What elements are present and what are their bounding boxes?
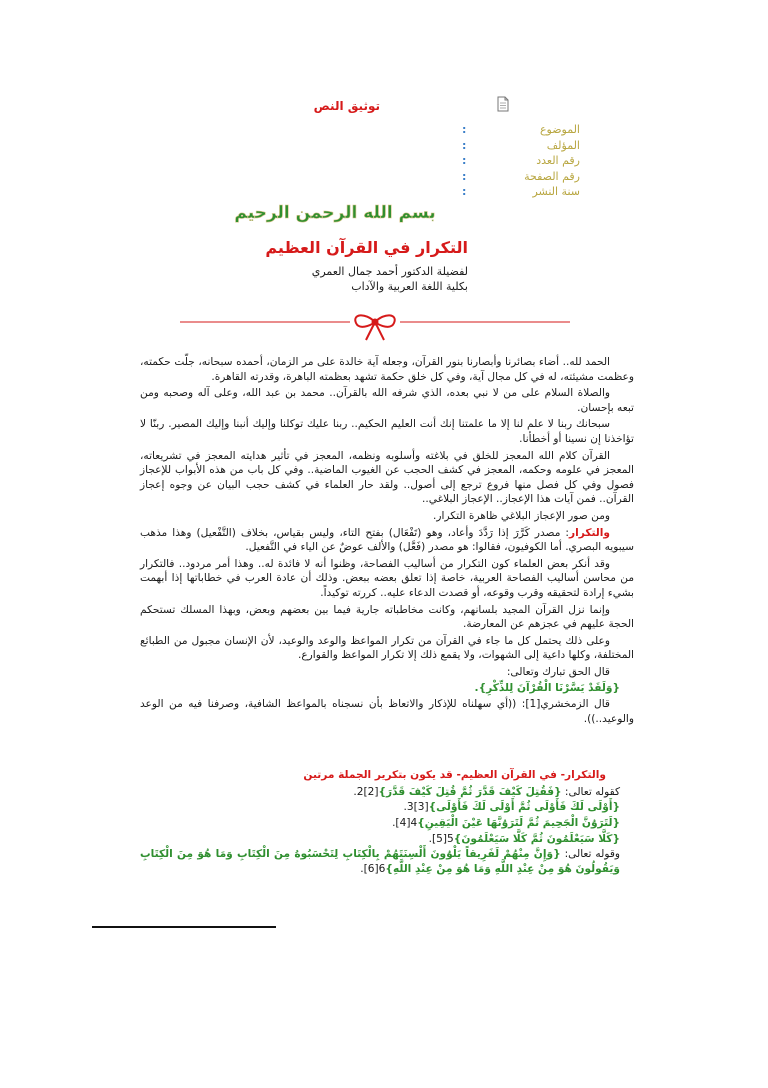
basmala-text: بسم الله الرحمن الرحيم <box>234 203 436 223</box>
footnote-ref[interactable]: [3]3. <box>403 801 429 814</box>
meta-colon: : <box>462 169 467 183</box>
definition-text: : مصدر كَرَّرَ إذا رَدَّدَ وأعاد، وهو (تَفْعَال) بفتح التاء، وليس بقياس، بخلاف (التَّفْعيل) وهذا مذهب سيبويه البصري. أما الكوفيون، فقالوا: هو مصدر (فَعَّل) والألف عوضٌ عن الياء في التَّفعيل. <box>140 526 634 554</box>
meta-label: الموضوع <box>539 123 580 136</box>
quran-verse <box>140 847 634 876</box>
meta-colon: : <box>462 138 467 152</box>
paragraph: ومن صور الإعجاز البلاغي ظاهرة التكرار. <box>433 509 610 522</box>
spacer <box>140 728 634 768</box>
article-body <box>140 355 634 877</box>
author-block <box>252 264 468 294</box>
meta-colon: : <box>462 154 467 167</box>
meta-colon: : <box>462 123 467 136</box>
verse-text: {أَوْلَى لَكَ فَأَوْلَى ثُمَّ أَوْلَى لَكَ فَأَوْلَى} <box>428 801 620 814</box>
meta-colon: : <box>462 185 467 198</box>
footnote-ref[interactable]: 6[6]. <box>360 862 386 875</box>
meta-label: سنة النشر <box>532 185 580 198</box>
term-label: والتكرار <box>569 526 610 539</box>
section-heading: والتكرار- في القرآن العظيم- قد يكون بتكرير الجملة مرتين <box>303 769 606 782</box>
meta-row-subject <box>460 122 580 138</box>
paragraph: وقد أنكر بعض العلماء كون التكرار من أساليب الفصاحة، وظنوا أنه لا فائدة له.. وهذا أمر مردود.. فالتكرار من محاسن أساليب الفصاحة العربية، خاصة إذا تعلق بعضه ببعض. وذلك أن عادة العرب في خطاباتها إذا أبهمت بشيء إرادة لتحقيقه وقرب وقوعه، أو قصدت الدعاء عليه.. كررته توكيداً. <box>140 557 634 599</box>
quran-verse <box>140 785 634 800</box>
footnote-ref[interactable]: 5[5]. <box>428 832 454 845</box>
quran-verse <box>140 816 634 831</box>
meta-row-issue <box>460 153 580 169</box>
basmala-calligraphy <box>234 193 436 229</box>
paragraph: وإنما نزل القرآن المجيد بلسانهم، وكانت مخاطباته جارية فيما بين بعضهم وبعض، وبهذا المسلك تستحكم الحجة عليهم في عجزهم عن المعارضة. <box>140 603 634 631</box>
footnote-ref[interactable]: 4[4]. <box>392 817 418 830</box>
verse-text: {كَلَّا سَيَعْلَمُونَ ثُمَّ كَلَّا سَيَعْلَمُونَ} <box>453 832 620 845</box>
ribbon-bow-icon <box>355 315 394 340</box>
quran-verse <box>140 832 634 847</box>
meta-label: رقم العدد <box>536 154 580 167</box>
metadata-table <box>460 122 580 200</box>
paragraph: الحمد لله.. أضاء بصائرنا وأبصارنا بنور القرآن، وجعله آية خالدة على مر الزمان، أحمده سبحانه، جلّت حكمته، وعظمت مشيئته، له في كل مجال آية، وفي كل خلق حكمة تشهد بعظمته الباهرة، وقدرته القاهرة. <box>140 356 634 383</box>
paragraph: قال الحق تبارك وتعالى: <box>506 665 610 678</box>
author-affiliation: بكلية اللغة العربية والآداب <box>351 280 468 293</box>
paragraph: سبحانك ربنا لا علم لنا إلا ما علمتنا إنك أنت العليم الحكيم.. ربنا عليك توكلنا وإليك أنبنا وإليك المصير. ربنّا لا تؤاخذنا إن نسينا أو أخطأنا. <box>140 418 634 445</box>
quran-verse: {وَلَقَدْ يَسَّرْنَا الْقُرْآنَ لِلذِّكْرِ}. <box>474 682 620 695</box>
paragraph: والصلاة السلام على من لا نبي بعده، الذي شرفه الله بالقرآن.. محمد بن عبد الله، وعلى آله وصحبه ومن تبعه بإحسان. <box>140 387 634 414</box>
verse-intro: كقوله تعالى: <box>561 785 620 798</box>
footnote-ref[interactable]: [2]2. <box>353 785 379 798</box>
meta-label: المؤلف <box>546 138 580 152</box>
author-line: لفضيلة الدكتور أحمد جمال العمري <box>311 265 468 278</box>
meta-row-year <box>460 184 580 200</box>
footnote-separator <box>92 926 276 928</box>
meta-label: رقم الصفحة <box>524 169 580 183</box>
verse-text: {وَإِنَّ مِنْهُمْ لَفَرِيقاً يَلْوُونَ أَلْسِنَتَهُمْ بِالْكِتَابِ لِتَحْسَبُوهُ مِنَ الْكِتَابِ وَمَا هُوَ مِنَ الْكِتَابِ وَيَقُولُونَ هُوَ مِنْ عِنْدِ اللَّهِ وَمَا هُوَ مِنْ عِنْدِ اللَّهِ} <box>140 848 620 875</box>
verse-text: {لَتَرَوُنَّ الْجَحِيمَ ثُمَّ لَتَرَوُنَّهَا عَيْنَ الْيَقِينِ} <box>417 817 620 830</box>
page-title: توثيق النص <box>313 99 380 113</box>
meta-row-page <box>460 169 580 185</box>
ribbon-divider <box>180 308 570 344</box>
article-title: التكرار في القرآن العظيم <box>265 238 468 257</box>
paragraph: قال الزمخشري[1]: ((أي سهلناه للإذكار والاتعاظ بأن نسجناه بالمواعظ الشافية، وصرفنا فيه من الوعد والوعيد..)). <box>140 698 634 725</box>
paragraph: وعلى ذلك يحتمل كل ما جاء في القرآن من تكرار المواعظ والوعد والوعيد، لأن الإنسان مجبول من الطبائع المختلفة، وكلها داعية إلى الشهوات، ولا يقمع ذلك إلا تكرار المواعظ والقوارع. <box>140 634 634 662</box>
verse-text: {فَقُتِلَ كَيْفَ قَدَّرَ ثُمَّ قُتِلَ كَيْفَ قَدَّرَ} <box>378 785 562 798</box>
paragraph-definition <box>140 526 634 555</box>
paragraph: القرآن كلام الله المعجز للخلق في بلاغته وأسلوبه ونظمه، المعجز في تأثير هدايته المعجز في تشريعاته، المعجز في علومه وحكمه، المعجز في كشف الحجب عن الغيوب الماضية.. وفي كل باب من هذه الأبواب للإعجاز فصول وفي كل فصل منها فروع ترجع إلى أصول.. ولقد حار العلماء في كشف حجب البيان عن وجوه إعجاز القرآن.. فمن آيات هذا الإعجاز.. الإعجاز البلاغي.. <box>140 449 634 506</box>
meta-row-author <box>460 138 580 154</box>
quran-verse <box>140 800 634 815</box>
verse-intro: وقوله تعالى: <box>560 848 620 861</box>
document-icon <box>497 96 509 112</box>
